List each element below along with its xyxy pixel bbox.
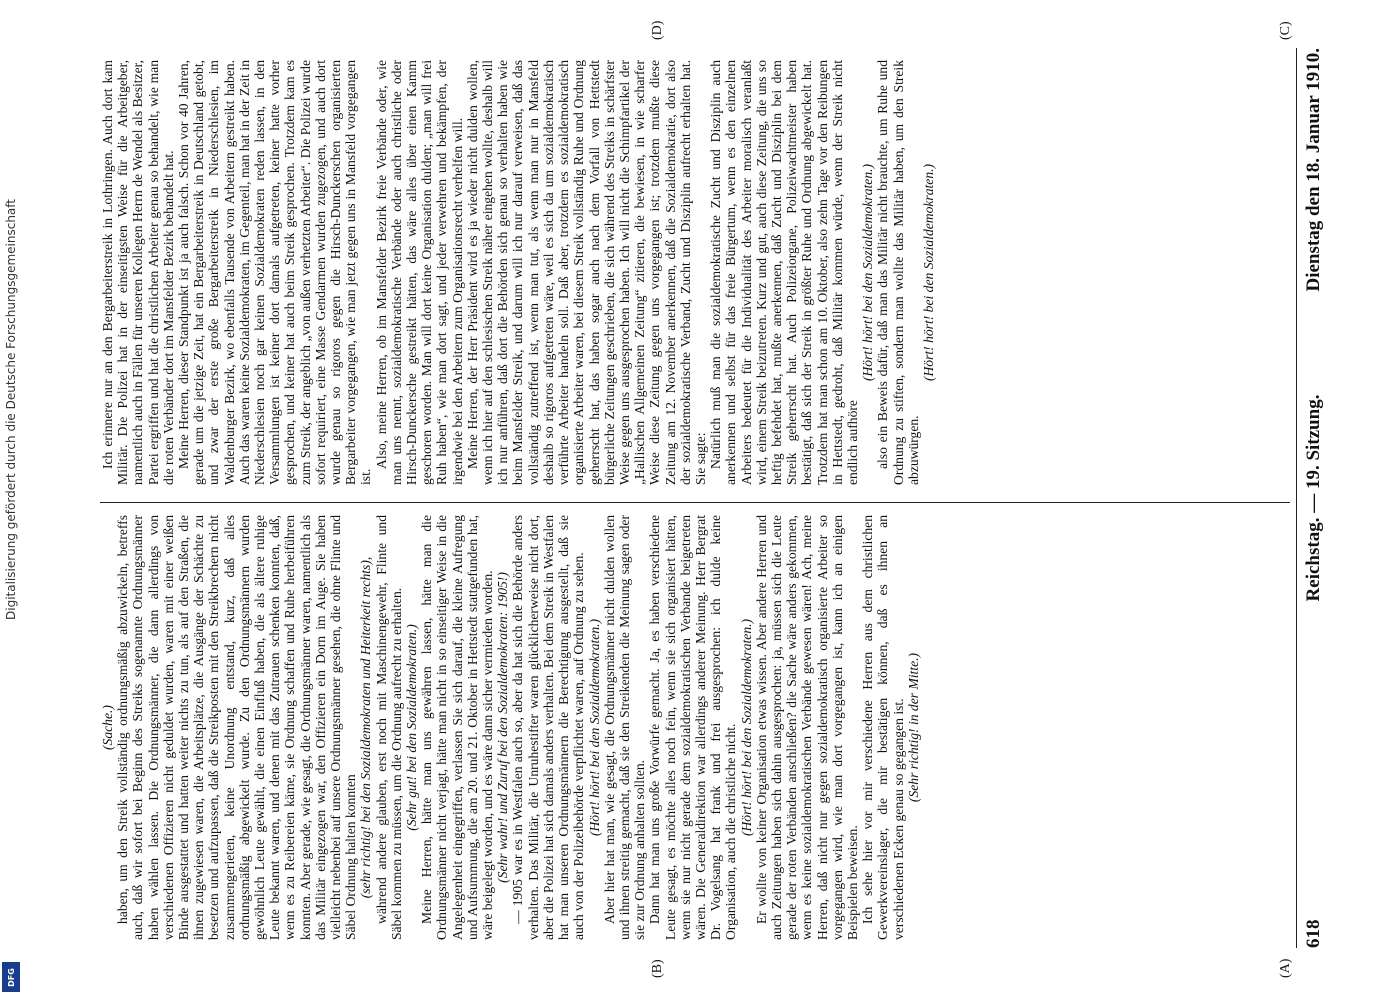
interjection: (Hört! hört! bei den Sozialdemokraten.) [586,618,602,837]
paragraph: Dann hat man uns große Vorwürfe gemacht. Ja, es haben verschiedene Leute gesagt, es möchte alles noch fein, wenn sie sich organisiert hätten, wenn sie nur nicht gerade dem sozialdemokratischen Verbande beigetreten wären. Die Generaldirektion war allerdings anderer Meinung. Herr Bergrat Dr. Vogelsang hat frank und frei ausgesprochen: ich dulde keine Organisation, auch die christliche nicht. [647,515,739,940]
paragraph: Er wollte von keiner Organisation etwas wissen. Aber andere Herren und auch Zeitungen haben sich dahin ausgesprochen: ja, müssen sich die Leute gerade der roten Verbänden anschließen? die Sache wäre anders gekommen, wenn es keine sozialdemokratischen Verbände gewesen wären! Ach, meine Herren, daß nicht nur gegen sozialdemokratisch organisierte Arbeiter so vorgegangen wird, wie man dort vorgegangen ist, kann ich an einigen Beispielen beweisen. [753,515,860,940]
interjection: (sehr richtig! bei den Sozialdemokraten und Heiterkeit rechts), [358,556,374,899]
paragraph: Natürlich muß man die sozialdemokratische Zucht und Disziplin auch anerkennen und selbst für das freie Bürgertum, wenn es den einzelnen Arbeiters bedeutet für die Individualität des Arbeiter moralisch veranlaßt wird, einem Streik beizutreten. Kurz und gut, auch diese Zeitung, die uns so heftig befehdet hat, mußte anerkennen, daß Zucht und Disziplin bei dem Streik geherrscht hat. Auch Polizeiorgane, Polizeiwachtmeister haben bestätigt, daß sich der Streik in größter Ruhe und Ordnung abgewickelt hat. Trotzdem hat man schon am 10. Oktober, also zehn Tage vor den Reibungen in Hettstedt, gedroht, daß Militär kommen würde, wenn der Streik nicht endlich aufhöre [708,60,860,485]
dfg-credit: Digitalisierung gefördert durch die Deutsche Forschungsgemeinschaft [4,198,18,620]
paragraph: Ich sehe hier vor mir verschiedene Herren aus dem christlichen Gewerkvereinslager, die mir bestätigen können, daß es ihnen an verschiedenen Ecken genau so gegangen ist. [860,515,906,940]
interjection: (Sehr wahr! und Zuruf bei den Sozialdemokraten: 1905!) [495,572,511,883]
left-text-column [100,515,1280,940]
margin-letter-d: (D) [650,20,665,40]
dfg-logo-text: DFG [6,967,16,987]
header-title: Reichstag. — 19. Sitzung. [1303,394,1324,602]
interjection: (Sehr gut! bei den Sozialdemokraten.) [404,624,420,831]
paragraph: Also, meine Herren, ob im Mansfelder Bezirk freie Verbände oder, wie man uns nennt, sozialdemokratische Verbände oder auch christliche oder Hirsch-Dunckersche gestreikt hätten, das wäre alles über einen Kamm geschoren worden. Man will dort keine Organisation dulden; „man will frei Ruh haben“, wie man dort sagt, und jeder verwehren und bekämpfen, der irgendwie bei den Arbeitern zum Organisationsrecht verhelfen will. [373,60,465,485]
interjection: (Hört! hört! bei den Sozialdemokraten.) [920,163,936,382]
paragraph: Meine Herren, hätte man uns gewähren lassen, hätte man die Ordnungsmänner nicht verjagt, hätte man nicht in so einseitiger Weise in die Angelegenheit eingegriffen, verlassen Sie sich darauf, die kleine Aufregung und Aufsummung, die am 20. und 21. Oktober in Hettstedt stattgefunden hat, wäre beigelegt worden, und es wäre dann sicher vermieden worden. [419,515,496,940]
interjection: (Sehr richtig! in der Mitte.) [905,652,921,803]
margin-letter-c: (C) [1278,21,1293,40]
paragraph: — 1905 war es in Westfalen auch so, aber da hat sich die Behörde anders verhalten. Das Militär, die Unruhestifter waren glücklicherweise nicht dort, aber die Polizei hat sich damals anders verhalten. Bei dem Streik in Westfalen hat man unseren Ordnungsmännern die Berechtigung ausgestellt, daß sie auch von der Polizeibehörde verpflichtet waren, auf Ordnung zu sehen. [510,515,587,940]
margin-letter-b: (B) [650,959,665,978]
footer-strip [0,0,40,1000]
interjection: (Sache.) [100,705,115,750]
page-header [1303,48,1329,948]
header-rule [1296,48,1297,948]
paragraph: Aber hier hat man, wie gesagt, die Ordnungsmänner nicht dulden wollen und ihnen streitig gemacht, daß sie den Streikenden die Meinung sagen oder sie zur Ordnung anhalten sollten. [601,515,648,940]
paragraph: Meine Herren, der Herr Präsident wird es ja wieder nicht dulden wollen, wenn ich hier auf den schlesischen Streik näher eingehen wollte, deshalb will ich nur anführen, daß dort die Behörden sich genau so verhalten haben wie beim Mansfelder Streik, und darum will ich nur darauf verweisen, daß das vollständig zutreffend ist, wenn man tut, als wenn man nur in Mansfeld deshalb so rigoros aufgetreten wäre, weil es sich da um sozialdemokratisch verführte Arbeiter handeln soll. Daß aber, trotzdem es sozialdemokratisch organisierte Arbeiter waren, bei diesem Streik vollständig Ruhe und Ordnung geherrscht hat, das haben sogar auch nach dem Vorfall von Hettstedt bürgerliche Zeitungen geschrieben, die sich während des Streiks in schärfster Weise gegen uns ausgesprochen haben. Ich will nicht die Schimpfartikel der „Hallischen Allgemeinen Zeitung“ zitieren, die bewiesen, in wie scharfer Weise diese Zeitung gegen uns vorgegangen ist; trotzdem mußte diese Zeitung am 12. November anerkennen, daß die Sozialdemokratie, dort also der sozialdemokratische Verband, Zucht und Disziplin aufrecht erhalten hat. Sie sagte: [464,60,708,485]
interjection: (Hört! hört! bei den Sozialdemokraten.) [860,163,876,382]
paragraph: also ein Beweis dafür, daß man das Militär nicht brauchte, um Ruhe und Ordnung zu stiften, sondern man wollte das Militär haben, um den Streik abzuwürgen. [875,60,921,485]
right-text-column [100,60,1280,485]
paragraph: haben, um den Streik vollständig ordnungsmäßig abzuwickeln, betreffs auch, daß wir sofort bei Beginn des Streiks sogenannte Ordnungsmänner haben wählen lassen. Die Ordnungsmänner, die dann allerdings von verschiedenen Offizieren nicht geduldet wurden, waren mit einer weißen Binde ausgestattet und hatten weiter nichts zu tun, als auf den Straßen, die ihnen zugewiesen waren, die Arbeitsplätze, die Ausgänge der Schächte zu besetzen und aufzupassen, daß die Streikposten mit den Streikbrechern nicht zusammengerieten, keine Unordnung entstand, kurz, daß alles ordnungsmäßig abgewickelt wurde. Zu den Ordnungsmännern wurden gewöhnlich Leute gewählt, die einen Einfluß haben, die als ältere ruhige Leute bekannt waren, und denen mit das Zutrauen schenken konnten, daß, wenn es zu Reibereien käme, sie Ordnung schaffen und Ruhe herbeiführen konnten. Aber gerade, wie gesagt, die Ordnungsmänner waren, namentlich als das Militär eingezogen war, den Offizieren ein Dorn im Auge. Sie haben vielleicht nebenbei auf unsere Ordnungsmänner gesehen, die ohne Flinte und Säbel Ordnung halten konnten [115,515,359,940]
page-number: 618 [1303,919,1324,948]
margin-letter-a: (A) [1278,958,1293,978]
paragraph: Meine Herren, dieser Standpunkt ist ja auch falsch. Schon vor 40 Jahren, gerade um die jetzige Zeit, hat ein Bergarbeiterstreik in Deutschland getobt, und zwar der erste große Bergarbeiterstreik in Niederschlesien, im Waldenburger Bezirk, wo ebenfalls Tausende von Arbeitern gestreikt haben. Auch das waren keine Sozialdemokraten, im Gegenteil, man hat in der Zeit in Niederschlesien noch gar keinen Sozialdemokraten reden lassen, in den Versammlungen ist keiner dort damals aufgetreten, keiner hatte vorher gesprochen, und keiner hat auch beim Streik gesprochen. Trotzdem kam es zum Streik, der angeblich „von außen verhetzten Arbeiter“. Die Polizei wurde sofort requiriert, eine Masse Gendarmen wurden zugezogen, und auch dort wurde genau so rigoros gegen die Hirsch-Dunckerschen organisierten Bergarbeiter vorgegangen, wie man jetzt gegen uns in Mansfeld vorgegangen ist. [176,60,374,485]
dfg-logo [2,962,20,992]
paragraph: Ich erinnere nur an den Bergarbeiterstreik in Lothringen. Auch dort kam Militär. Die Polizei hat in der einseitigsten Weise für die Arbeitgeber, namentlich auch in Fällen für unseren Kollegen Herrn de Wendel als Besitzer, Partei ergriffen und hat die christlichen Arbeiter genau so behandelt, wie man die roten Verbänder dort im Mansfelder Bezirk behandelt hat. [100,60,176,485]
paragraph: während andere glauben, erst noch mit Maschinengewehr, Flinte und Säbel kommen zu müssen, um die Ordnung aufrecht zu erhalten. [373,515,404,940]
interjection: (Hört! hört! bei den Sozialdemokraten.) [738,618,754,837]
column-divider [100,502,1290,503]
header-date: Dienstag den 18. Januar 1910. [1303,48,1324,292]
